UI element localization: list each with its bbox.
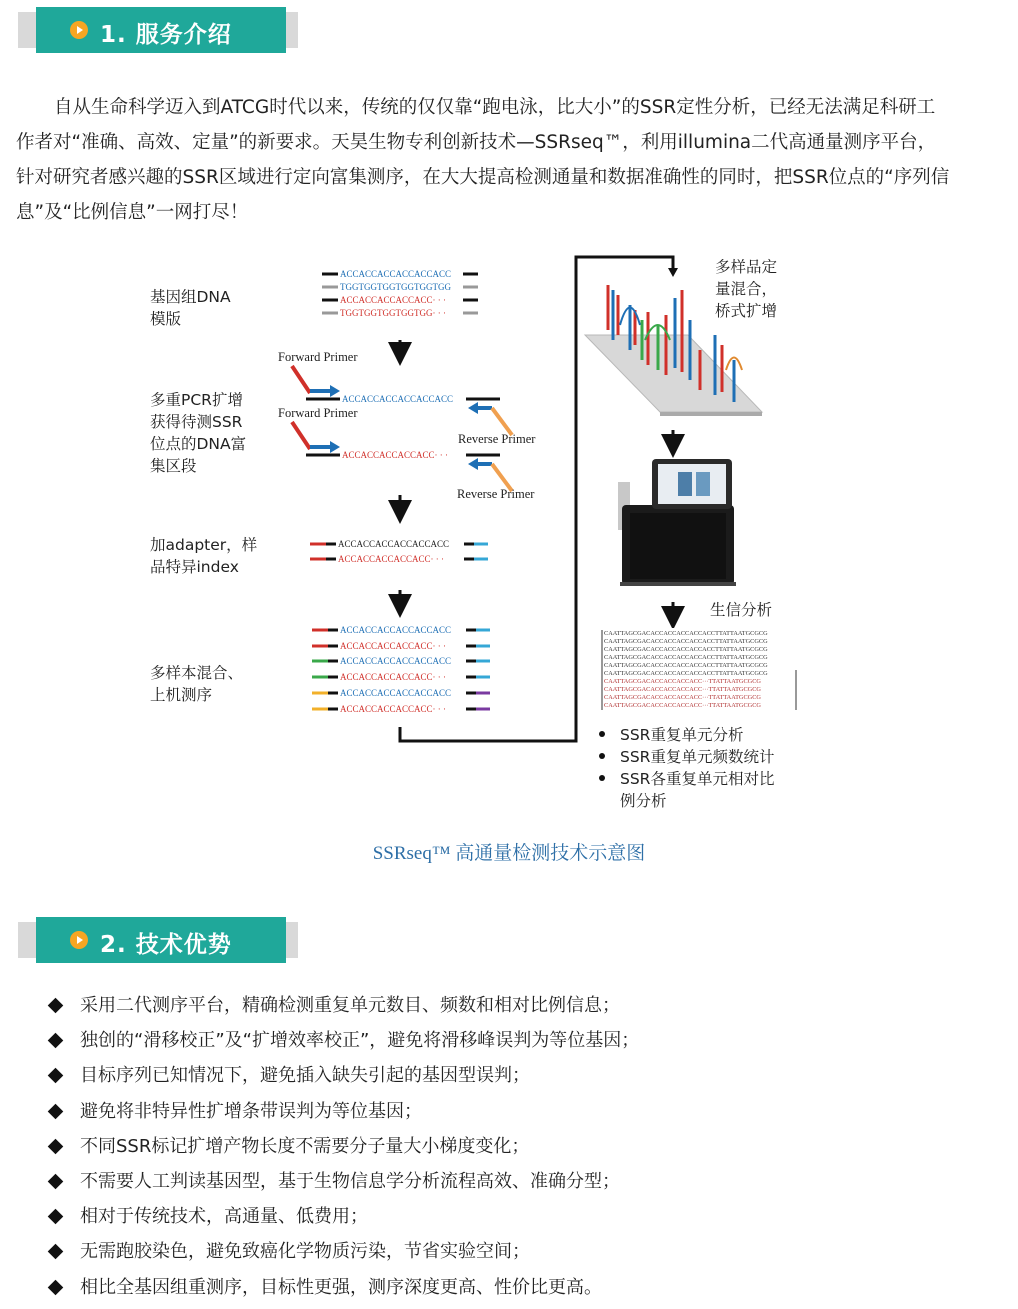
seq-line: TGGTGGTGGTGGTGGTGG (340, 282, 451, 292)
sequencer-machine-image (618, 459, 736, 586)
step5-line1: 多样品定 (715, 258, 778, 276)
diamond-bullet-icon (48, 1103, 64, 1119)
step2-line4: 集区段 (150, 457, 197, 475)
play-icon (70, 931, 88, 949)
alignment-block (600, 628, 798, 714)
step3-line2: 品特异index (150, 558, 239, 576)
list-item (50, 1199, 639, 1234)
diamond-bullet-icon (48, 998, 64, 1014)
pcr-amplification (278, 350, 536, 501)
list-item-text: 独创的“滑移校正”及“扩增效率校正”，避免将滑移峰误判为等位基因； (80, 1030, 640, 1052)
seq-line: ACCACCACCACCACC· · · (340, 704, 447, 714)
section-title: 1. 服务介绍 (100, 22, 232, 48)
step6-label: 生信分析 (710, 601, 773, 619)
step5-line3: 桥式扩增 (715, 302, 778, 320)
diamond-bullet-icon (48, 1033, 64, 1049)
list-item-text: 相比全基因组重测序，目标性更强，测序深度更高、性价比更高。 (80, 1276, 602, 1298)
list-item-text: 避免将非特异性扩增条带误判为等位基因； (80, 1100, 422, 1122)
list-item (50, 988, 639, 1023)
list-item-text: 不同SSR标记扩增产物长度不需要分子量大小梯度变化； (80, 1135, 530, 1157)
diamond-bullet-icon (48, 1209, 64, 1225)
step5-line2: 量混合， (715, 280, 778, 298)
seq-line: ACCACCACCACCACCACC (340, 688, 452, 698)
seq-line: TGGTGGTGGTGGTGG· · · (340, 308, 446, 318)
reverse-primer-label: Reverse Primer (457, 487, 535, 501)
intro-text: 自从生命科学迈入到ATCG时代以来，传统的仅仅靠“跑电泳，比大小”的SSR定性分析，已经无法满足科研工作者对“准确、高效、定量”的新要求。天昊生物专利创新技术—SSRseq™，利用illumina二代高通量测序平台，针对研究者感兴趣的SSR区域进行定向富集测序，在大大提高检测通量和数据准确性的同时，把SSR位点的“序列信息”及“比例信息”一网打尽！ (16, 97, 950, 223)
seq-line: ACCACCACCACCACCACC (340, 656, 452, 666)
bioinfo-bullet: SSR重复单元频数统计 (620, 748, 775, 766)
advantages-list (50, 988, 639, 1305)
ssrseq-diagram (130, 250, 830, 825)
bioinfo-bullet: 例分析 (620, 792, 667, 810)
list-item-text: 相对于传统技术，高通量、低费用； (80, 1206, 368, 1228)
adapter-sequences (310, 539, 488, 564)
svg-text:CAATTAGCGACACCACCACCACC···TTAT: CAATTAGCGACACCACCACCACC···TTATTAATGCGCG (604, 694, 761, 701)
list-item (50, 1129, 639, 1164)
diamond-bullet-icon (48, 1174, 64, 1190)
seq-line: ACCACCACCACCACC· · · (338, 554, 445, 564)
list-item (50, 1234, 639, 1269)
diamond-bullet-icon (48, 1068, 64, 1084)
reverse-primer-label: Reverse Primer (458, 432, 536, 446)
diamond-bullet-icon (48, 1138, 64, 1154)
svg-text:CAATTAGCGACACCACCACCACCACCTTAT: CAATTAGCGACACCACCACCACCACCTTATTAATGCGCG (604, 670, 768, 677)
step3-line1: 加adapter，样 (150, 536, 258, 554)
step4-line2: 上机测序 (150, 686, 213, 704)
genomic-sequences (322, 269, 478, 318)
section-header-service (18, 7, 298, 53)
diagram-caption: SSRseq™ 高通量检测技术示意图 (372, 843, 646, 864)
list-item-text: 无需跑胶染色，避免致癌化学物质污染，节省实验空间； (80, 1241, 530, 1263)
step4-line1: 多样本混合、 (150, 664, 244, 682)
list-item (50, 1164, 639, 1199)
step2-line2: 获得待测SSR (150, 413, 243, 431)
svg-text:CAATTAGCGACACCACCACCACCACCTTAT: CAATTAGCGACACCACCACCACCACCTTATTAATGCGCG (604, 646, 768, 653)
list-item-text: 不需要人工判读基因型，基于生物信息学分析流程高效、准确分型； (80, 1170, 620, 1192)
seq-line: ACCACCACCACCACC· · · (342, 450, 449, 460)
step2-line1: 多重PCR扩增 (150, 391, 243, 409)
seq-line: ACCACCACCACCACCACC (342, 394, 454, 404)
seq-line: ACCACCACCACCACCACC (338, 539, 450, 549)
svg-text:CAATTAGCGACACCACCACCACC···TTAT: CAATTAGCGACACCACCACCACC···TTATTAATGCGCG (604, 702, 761, 709)
list-item (50, 1094, 639, 1129)
section-title: 2. 技术优势 (100, 932, 232, 958)
step2-line3: 位点的DNA富 (150, 435, 247, 453)
svg-text:CAATTAGCGACACCACCACCACC···TTAT: CAATTAGCGACACCACCACCACC···TTATTAATGCGCG (604, 686, 761, 693)
seq-line: ACCACCACCACCACCACC (340, 269, 452, 279)
diamond-bullet-icon (48, 1244, 64, 1260)
forward-primer-label: Forward Primer (278, 350, 358, 364)
step1-line1: 基因组DNA (150, 288, 231, 306)
seq-line: ACCACCACCACCACCACC (340, 625, 452, 635)
list-item-text: 目标序列已知情况下，避免插入缺失引起的基因型误判； (80, 1065, 530, 1087)
svg-text:CAATTAGCGACACCACCACCACCACCTTAT: CAATTAGCGACACCACCACCACCACCTTATTAATGCGCG (604, 630, 768, 637)
list-item (50, 1270, 639, 1305)
svg-text:CAATTAGCGACACCACCACCACCACCTTAT: CAATTAGCGACACCACCACCACCACCTTATTAATGCGCG (604, 662, 768, 669)
section-header-advantages (18, 917, 298, 963)
bioinfo-bullet: SSR重复单元分析 (620, 726, 744, 744)
play-icon (70, 21, 88, 39)
svg-text:CAATTAGCGACACCACCACCACCACCTTAT: CAATTAGCGACACCACCACCACCACCTTATTAATGCGCG (604, 638, 768, 645)
svg-text:CAATTAGCGACACCACCACCACCACCTTAT: CAATTAGCGACACCACCACCACCACCTTATTAATGCGCG (604, 654, 768, 661)
step1-line2: 模版 (150, 310, 182, 328)
list-item (50, 1058, 639, 1093)
seq-line: ACCACCACCACCACC· · · (340, 641, 447, 651)
forward-primer-label: Forward Primer (278, 406, 358, 420)
diamond-bullet-icon (48, 1279, 64, 1295)
svg-text:CAATTAGCGACACCACCACCACC···TTAT: CAATTAGCGACACCACCACCACC···TTATTAATGCGCG (604, 678, 761, 685)
seq-line: ACCACCACCACCACC· · · (340, 295, 447, 305)
seq-line: ACCACCACCACCACC· · · (340, 672, 447, 682)
multiplexed-sequences (312, 625, 490, 714)
list-item (50, 1023, 639, 1058)
bioinfo-bullet: SSR各重复单元相对比 (620, 770, 775, 788)
list-item-text: 采用二代测序平台，精确检测重复单元数目、频数和相对比例信息； (80, 995, 620, 1016)
intro-paragraph (16, 90, 951, 230)
